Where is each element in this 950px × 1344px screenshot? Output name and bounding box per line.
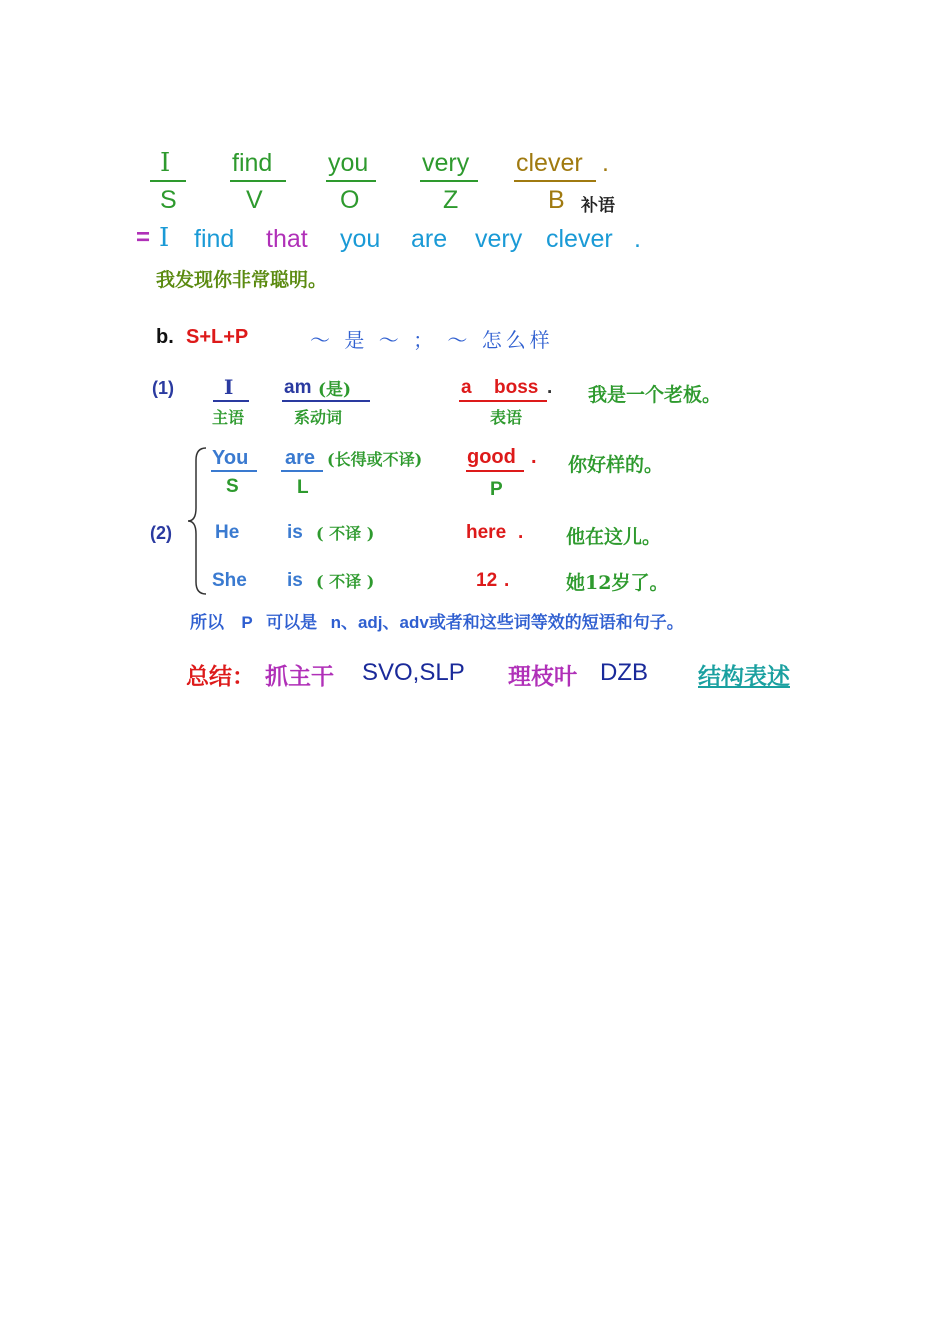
item2-is-2: is <box>287 570 303 591</box>
rewrite-find: find <box>194 225 235 253</box>
word-clever-period: . <box>602 149 609 177</box>
item1-am: am <box>284 377 312 398</box>
note-p: P <box>241 613 253 632</box>
item2-good-period: . <box>531 446 537 468</box>
item2-you: You <box>212 447 249 469</box>
word-find: find <box>232 149 273 177</box>
label-b-note: 补语 <box>581 196 615 216</box>
summary-manage: 理枝叶 <box>508 663 577 690</box>
item1-i: I <box>224 375 234 399</box>
translation-1: 我发现你非常聪明。 <box>156 269 328 291</box>
item2-num: (2) <box>150 523 172 543</box>
item2-row1-translation: 你好样的。 <box>568 454 664 476</box>
item2-she: She <box>212 570 247 591</box>
item2-is-1: is <box>287 522 303 543</box>
item2-underline-good <box>466 470 524 472</box>
label-b: B <box>548 186 565 214</box>
item1-a: a <box>461 377 472 398</box>
note-n: n <box>330 613 341 632</box>
item1-underline-am <box>282 400 370 402</box>
item1-num: (1) <box>152 378 174 398</box>
item2-label-l: L <box>297 477 309 498</box>
summary-link[interactable]: 结构表述 <box>698 663 790 690</box>
item1-boss: boss <box>494 377 539 398</box>
item1-label-subject: 主语 <box>212 408 245 427</box>
item1-label-predicative: 表语 <box>490 408 523 427</box>
curly-brace-icon <box>186 446 210 596</box>
item2-he: He <box>215 522 240 543</box>
item2-good: good <box>467 446 516 468</box>
note-line <box>190 608 684 633</box>
item1-underline-boss <box>459 400 547 402</box>
item2-here: here <box>466 522 507 543</box>
rewrite-period: . <box>634 225 641 253</box>
item1-period: . <box>547 377 553 398</box>
label-v: V <box>246 186 263 214</box>
item2-row2-note: ( 不译 ) <box>316 524 375 543</box>
rewrite-clever: clever <box>546 225 613 253</box>
underline-find <box>230 180 286 182</box>
item2-are: are <box>285 447 316 469</box>
item2-row3-note: ( 不译 ) <box>316 572 375 591</box>
item2-row2-translation: 他在这儿。 <box>566 526 662 548</box>
underline-i <box>150 180 186 182</box>
note-sep2: 、 <box>382 613 400 633</box>
rewrite-very: very <box>475 225 523 253</box>
item1-label-linking-verb: 系动词 <box>294 408 343 427</box>
underline-you <box>326 180 376 182</box>
rewrite-that: that <box>266 225 308 253</box>
summary-grasp: 抓主干 <box>265 663 334 690</box>
item2-label-s: S <box>226 476 239 497</box>
item2-twelve: 12 <box>476 570 498 591</box>
equals-sign: = <box>136 224 151 251</box>
item2-are-note: (长得或不译) <box>327 450 423 469</box>
note-prefix: 所以 <box>190 613 224 633</box>
label-z: Z <box>443 186 459 214</box>
rewrite-i: I <box>159 223 170 253</box>
rewrite-you: you <box>340 225 381 253</box>
section-b-gloss: ～ 是 ～ ； ～ 怎么样 <box>310 328 554 352</box>
section-b-formula: S+L+P <box>186 326 249 348</box>
rewrite-are: are <box>411 225 448 253</box>
label-o: O <box>340 186 360 214</box>
label-s: S <box>160 186 177 214</box>
underline-clever <box>514 180 596 182</box>
item2-underline-you <box>211 470 257 472</box>
underline-very <box>420 180 478 182</box>
item2-row3-translation: 她12岁了。 <box>566 572 669 594</box>
note-mid: 可以是 <box>266 613 318 633</box>
item2-here-period: . <box>518 522 524 543</box>
item1-am-note: (是) <box>318 380 352 400</box>
note-sep1: 、 <box>340 613 358 633</box>
section-b-label: b. <box>156 326 174 348</box>
item1-underline-i <box>213 400 249 402</box>
note-adv: adv <box>399 613 429 632</box>
word-i: I <box>160 148 171 178</box>
item2-underline-are <box>281 470 323 472</box>
summary-main: SVO,SLP <box>362 659 465 686</box>
note-adj: adj <box>357 613 383 632</box>
summary-label: 总结： <box>186 663 255 690</box>
summary-branch: DZB <box>600 659 648 686</box>
item2-label-p: P <box>490 479 503 500</box>
word-you: you <box>328 149 369 177</box>
note-suffix: 或者和这些词等效的短语和句子。 <box>428 613 684 633</box>
item1-translation: 我是一个老板。 <box>588 384 722 406</box>
item2-twelve-period: . <box>504 570 510 591</box>
word-clever: clever <box>516 149 583 177</box>
word-very: very <box>422 149 470 177</box>
